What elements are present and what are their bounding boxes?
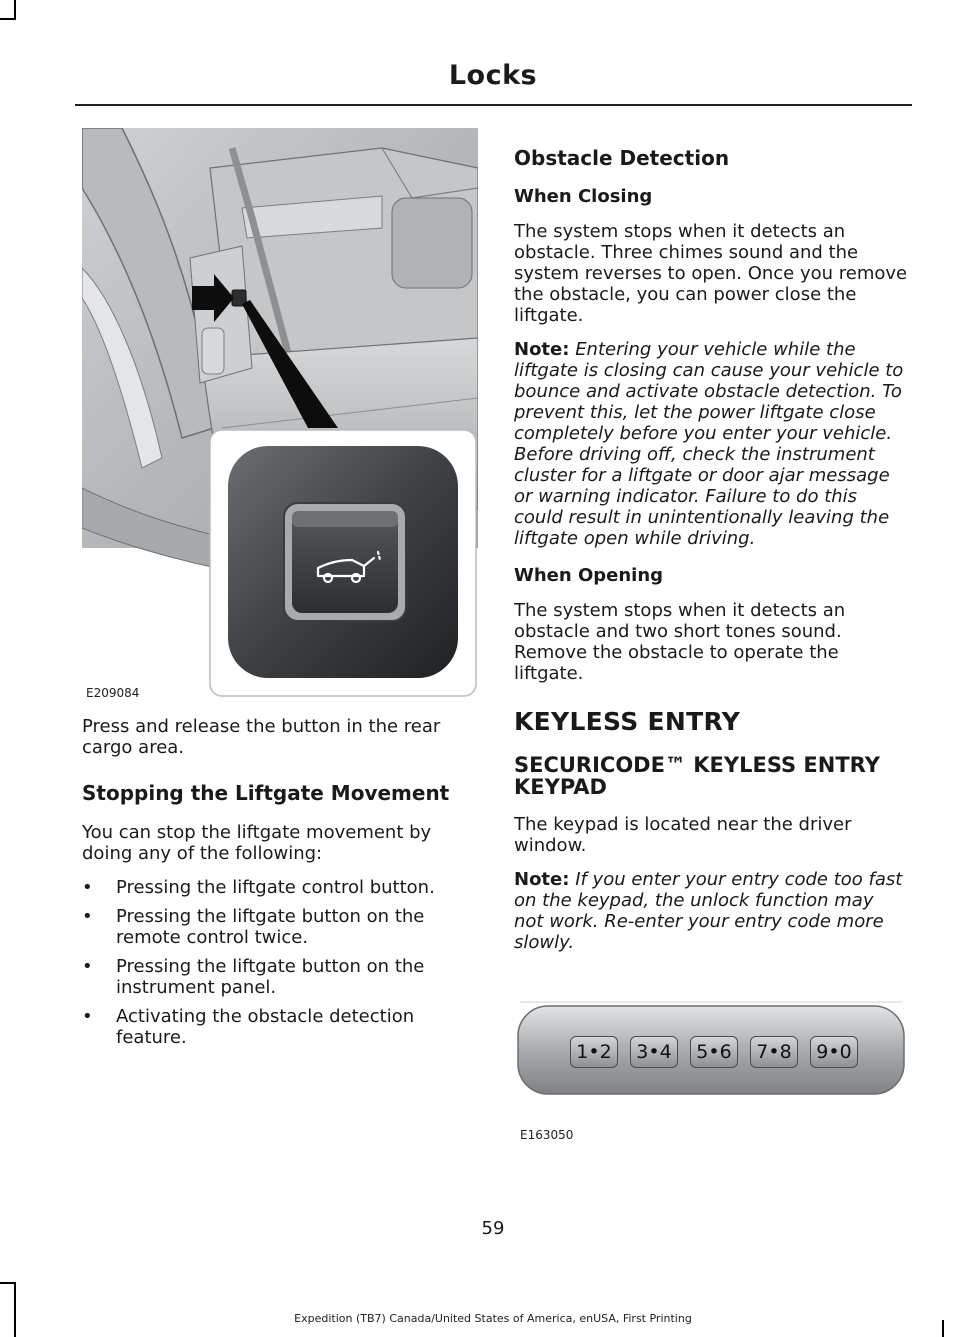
list-item: • Pressing the liftgate button on the remote control twice. <box>82 906 472 948</box>
keypad-key[interactable] <box>570 1036 618 1068</box>
cargo-area-illustration <box>82 128 478 700</box>
bullet-list <box>82 877 472 1048</box>
note-paragraph <box>514 339 908 549</box>
crop-mark <box>0 1282 16 1284</box>
edition-info: Expedition (TB7) Canada/United States of America, enUSA, First Printing <box>294 1312 692 1325</box>
figure-label: E163050 <box>520 1128 574 1142</box>
chapter-heading: KEYLESS ENTRY <box>514 707 741 736</box>
section-heading: Obstacle Detection <box>514 146 730 170</box>
keypad-key-label: 3•4 <box>636 1041 672 1063</box>
keypad-key[interactable] <box>690 1036 738 1068</box>
keypad-key-label: 7•8 <box>756 1041 792 1063</box>
figure-label: E209084 <box>86 686 140 700</box>
subsection-heading: When Opening <box>514 565 664 586</box>
intro-paragraph: Press and release the button in the rear cargo area. <box>82 716 441 758</box>
note-paragraph <box>514 869 908 953</box>
header-divider <box>75 104 912 106</box>
paragraph: You can stop the liftgate movement by doing any of the following: <box>82 822 432 864</box>
page-title: Locks <box>448 60 538 91</box>
section-heading: SECURICODE™ KEYLESS ENTRY KEYPAD <box>514 753 880 799</box>
cargo-area-figure <box>82 128 478 700</box>
crop-mark <box>14 1282 16 1337</box>
keypad-key[interactable] <box>630 1036 678 1068</box>
keypad-key[interactable] <box>810 1036 858 1068</box>
note-text: Entering your vehicle while the liftgate is closing can cause your vehicle to bounce and activate obstacle detection. To prevent this, let the power liftgate close completely before you enter your vehicle. Before driving off, check the instrument cluster for a liftgate or door ajar message or warning indicator. Failure to do this could result in unintentionally leaving the liftgate open while driving. <box>514 339 904 549</box>
note-label: Note: <box>514 869 570 890</box>
list-item: • Pressing the liftgate button on the instrument panel. <box>82 956 472 998</box>
section-heading: Stopping the Liftgate Movement <box>82 781 450 805</box>
subsection-heading: When Closing <box>514 186 653 207</box>
keypad-key-label: 9•0 <box>816 1041 852 1063</box>
paragraph: The system stops when it detects an obstacle. Three chimes sound and the system reverses to open. Once you remove the obstacle, you can power close the liftgate. <box>514 221 908 326</box>
keypad-keys <box>570 1036 870 1068</box>
list-item: • Activating the obstacle detection feature. <box>82 1006 472 1048</box>
note-label: Note: <box>514 339 570 360</box>
page-number: 59 <box>481 1218 505 1239</box>
paragraph: The keypad is located near the driver window. <box>514 814 852 856</box>
note-text: If you enter your entry code too fast on the keypad, the unlock function may not work. Re-enter your entry code more slowly. <box>514 869 903 953</box>
list-item: • Pressing the liftgate control button. <box>82 877 472 898</box>
crop-mark <box>0 18 16 20</box>
keypad-key-label: 1•2 <box>576 1041 612 1063</box>
right-column <box>514 146 908 953</box>
left-column <box>82 716 472 1048</box>
keypad-key-label: 5•6 <box>696 1041 732 1063</box>
crop-mark <box>14 0 16 20</box>
keypad-key[interactable] <box>750 1036 798 1068</box>
paragraph: The system stops when it detects an obstacle and two short tones sound. Remove the obstacle to operate the liftgate. <box>514 600 846 684</box>
